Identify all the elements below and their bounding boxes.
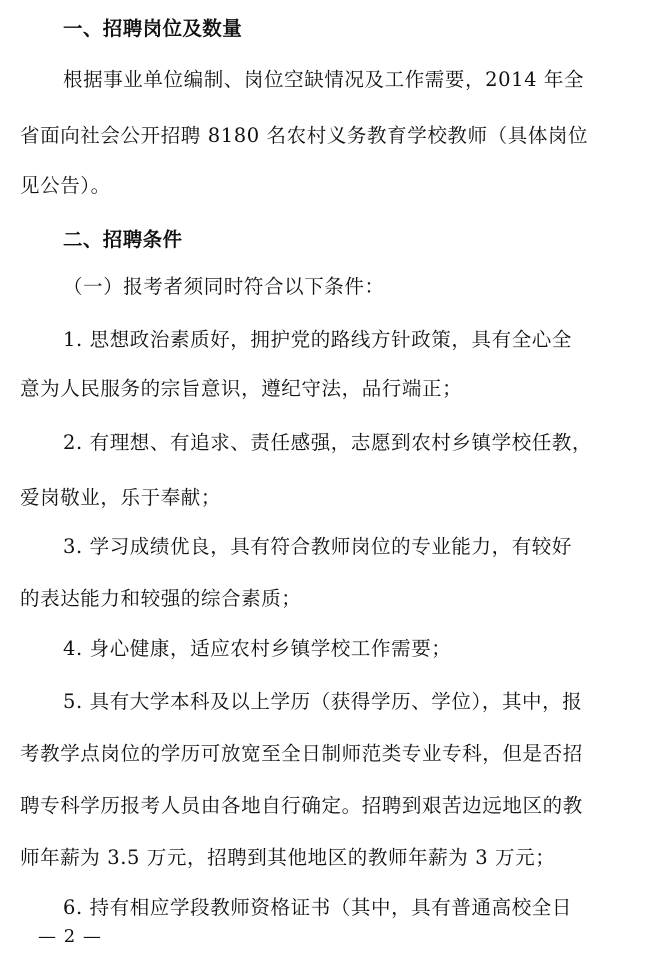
section-heading-1: 一、招聘岗位及数量 <box>63 17 243 40</box>
subsection-heading: （一）报考者须同时符合以下条件： <box>63 275 385 298</box>
list-item-line: 1. 思想政治素质好，拥护党的路线方针政策，具有全心全 <box>63 328 573 351</box>
list-item-line: 师年薪为 3.5 万元，招聘到其他地区的教师年薪为 3 万元； <box>20 846 556 869</box>
section-heading-2: 二、招聘条件 <box>63 228 183 251</box>
list-item-line: 5. 具有大学本科及以上学历（获得学历、学位），其中，报 <box>63 690 583 713</box>
list-item-line: 3. 学习成绩优良，具有符合教师岗位的专业能力，有较好 <box>63 535 573 558</box>
list-item-line: 4. 身心健康，适应农村乡镇学校工作需要； <box>63 637 452 660</box>
paragraph-line: 根据事业单位编制、岗位空缺情况及工作需要，2014 年全 <box>63 68 585 91</box>
list-item-line: 6. 持有相应学段教师资格证书（其中，具有普通高校全日 <box>63 896 573 919</box>
list-item-line: 考教学点岗位的学历可放宽至全日制师范类专业专科，但是否招 <box>20 742 583 765</box>
paragraph-line: 省面向社会公开招聘 8180 名农村义务教育学校教师（具体岗位 <box>20 124 589 147</box>
list-item-line: 的表达能力和较强的综合素质； <box>20 587 302 610</box>
list-item-line: 2. 有理想、有追求、责任感强，志愿到农村乡镇学校任教， <box>63 431 593 454</box>
list-item-line: 意为人民服务的宗旨意识，遵纪守法，品行端正； <box>20 377 463 400</box>
list-item-line: 爱岗敬业，乐于奉献； <box>20 486 222 509</box>
page-number: — 2 — <box>38 926 102 947</box>
list-item-line: 聘专科学历报考人员由各地自行确定。招聘到艰苦边远地区的教 <box>20 794 583 817</box>
paragraph-line: 见公告）。 <box>20 174 111 197</box>
